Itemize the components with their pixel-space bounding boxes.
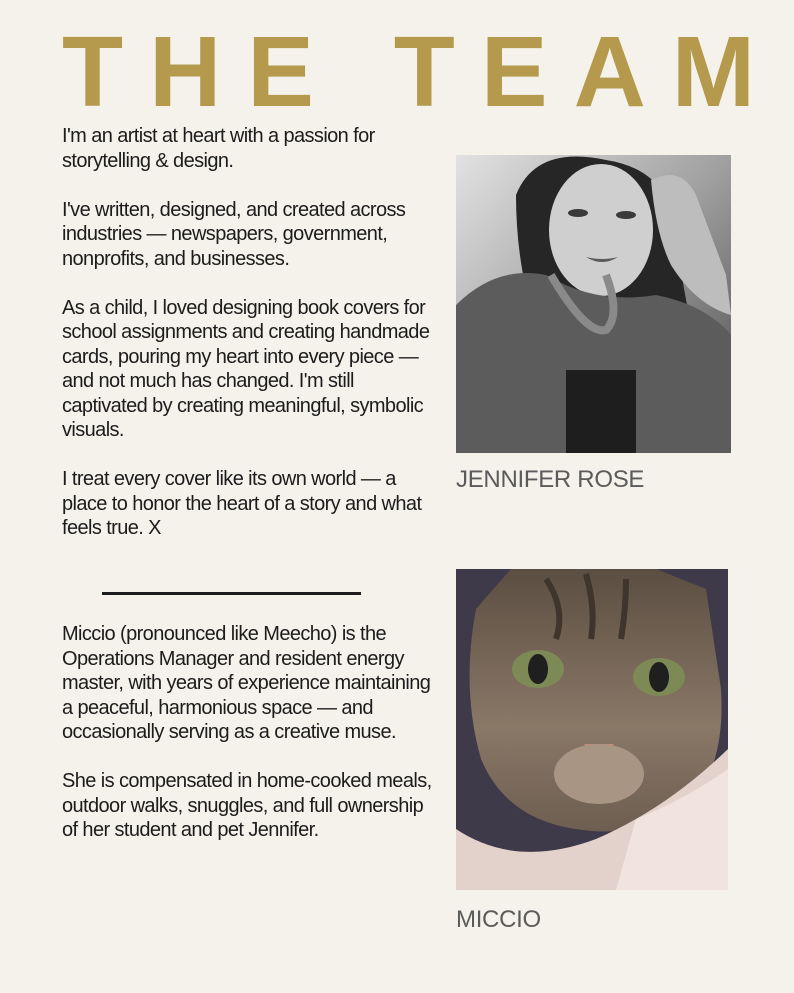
cat-bio xyxy=(62,622,432,867)
miccio-name-caption: MICCIO xyxy=(456,906,541,933)
jennifer-portrait-photo xyxy=(456,155,731,453)
bio-paragraph: I've written, designed, and created across industries — newspapers, government, nonprofits, and businesses. xyxy=(62,198,406,270)
bio-paragraph: I treat every cover like its own world — a place to honor the heart of a story and what feels true. X xyxy=(62,468,422,539)
artist-bio xyxy=(62,124,432,565)
miccio-cat-photo xyxy=(456,569,728,890)
jennifer-name-caption: JENNIFER ROSE xyxy=(456,466,645,493)
cat-bio-paragraph: She is compensated in home-cooked meals, outdoor walks, snuggles, and full ownership of her student and pet Jennifer. xyxy=(62,770,432,841)
bio-paragraph: As a child, I loved designing book covers for school assignments and creating handmade cards, pouring my heart into every piece — and not much has changed. I'm still captivated by creating meaningful, symbolic visuals. xyxy=(62,296,430,441)
bio-paragraph: I'm an artist at heart with a passion for storytelling & design. xyxy=(62,125,375,172)
section-divider xyxy=(102,592,361,595)
page-title: THE TEAM xyxy=(62,16,782,128)
cat-bio-paragraph: Miccio (pronounced like Meecho) is the Operations Manager and resident energy master, with years of experience maintaining a peaceful, harmonious space — and occasionally serving as a creative muse. xyxy=(62,623,431,743)
